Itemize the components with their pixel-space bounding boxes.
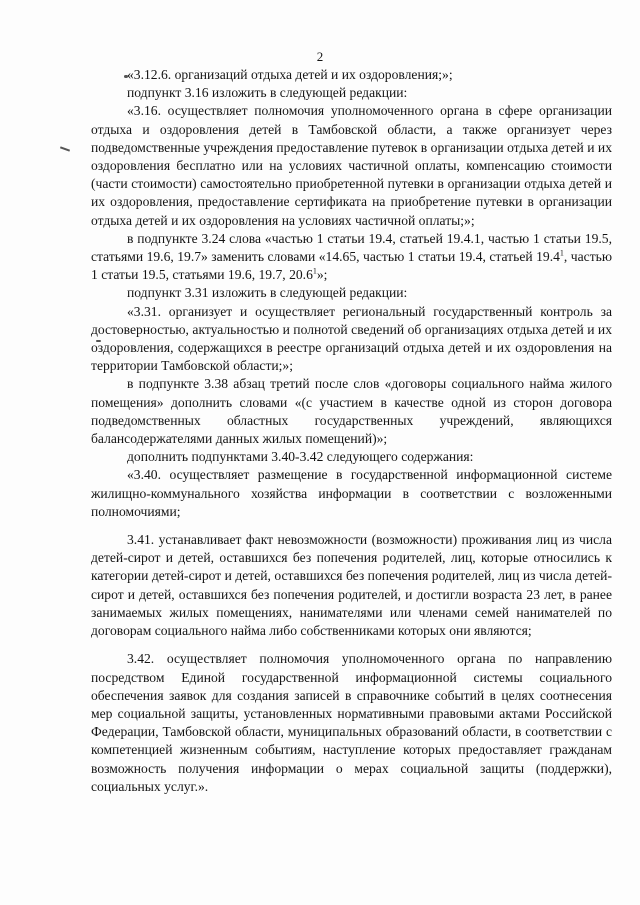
paragraph-3-16: «3.16. осуществляет полномочия уполномоченного органа в сфере организации отдыха и оздоровления детей в Тамбовской области, а также организует через подведомственные учреждения предоставление путевок в организации отдыха детей и их оздоровления бесплатно или на условиях частичной оплаты, компенсацию стоимости (части стоимости) самостоятельно приобретенной путевки в организации отдыха детей и их оздоровления, предоставление сертификата на приобретение путевки в организации отдыха детей и их оздоровления на условиях частичной оплаты;»; — [91, 103, 612, 228]
superscript: 1 — [312, 266, 317, 276]
paragraph-instruction-3-40-3-42: дополнить подпунктами 3.40-3.42 следующего содержания: — [127, 449, 474, 465]
paragraph-instruction-3-24 — [91, 230, 612, 285]
paragraph-instruction-3-31: подпункт 3.31 изложить в следующей редакции: — [127, 285, 408, 301]
paragraph-3-31: «3.31. организует и осуществляет региональный государственный контроль за достоверностью, актуальностью и полнотой сведений об организациях отдыха детей и их оздоровления, содержащихся в реестре организаций отдыха детей и их оздоровления на территории Тамбовской области;»; — [91, 303, 612, 374]
paragraph-3-40: «3.40. осуществляет размещение в государственной информационной системе жилищно-коммунального хозяйства информации в соответствии с возложенными полномочиями; — [91, 467, 612, 519]
paragraph-instruction-3-38: в подпункте 3.38 абзац третий после слов «договоры социального найма жилого помещения» дополнить словами «(с участием в качестве одной из сторон договора подведомственных областных государственных учреждений, являющихся балансодержателями данных жилых помещений)»; — [91, 376, 612, 447]
page-number: 2 — [316, 49, 324, 64]
superscript: 1 — [559, 248, 564, 258]
text-fragment: »; — [316, 267, 328, 283]
paragraph-3-12-6: «3.12.6. организаций отдыха детей и их оздоровления;»; — [127, 67, 453, 82]
document-body — [91, 66, 612, 796]
text-fragment: , частью 1 статьи 19.5, статьями 19.6, 19.7, 20.6 — [91, 249, 612, 283]
text-fragment: в подпункте 3.24 слова «частью 1 статьи 19.4, статьей 19.4.1, частью 1 статьи 19.5, статьями 19.6, 19.7» заменить словами «14.65, частью 1 статьи 19.4, статьей 19.4 — [91, 230, 612, 265]
paragraph-3-42: 3.42. осуществляет полномочия уполномоченного органа по направлению посредством Единой государственной информационной системы социального обеспечения заявок для создания записей в справочнике событий в целях соотнесения мер социальной защиты, установленных нормативными правовыми актами Российской Федерации, Тамбовской области, муниципальных образований области, в соответствии с компетенцией жизненным событиям, наступление которых предоставляет гражданам возможность получения информации о мерах социальной защиты (поддержки), социальных услуг.». — [91, 651, 612, 794]
paragraph-instruction-3-16: подпункт 3.16 изложить в следующей редакции: — [127, 85, 408, 101]
scan-mark — [60, 146, 70, 151]
paragraph-3-41: 3.41. устанавливает факт невозможности (возможности) проживания лиц из числа детей-сирот и детей, оставшихся без попечения родителей, лиц, которые относились к категории детей-сирот и детей, оставшихся без попечения родителей, лиц из числа детей-сирот и детей, оставшихся без попечения родителей, и достигли возраста 23 лет, в ранее занимаемых жилых помещениях, нанимателями или членами семей нанимателей по договорам социального найма либо собственниками которых они являются; — [91, 532, 612, 639]
